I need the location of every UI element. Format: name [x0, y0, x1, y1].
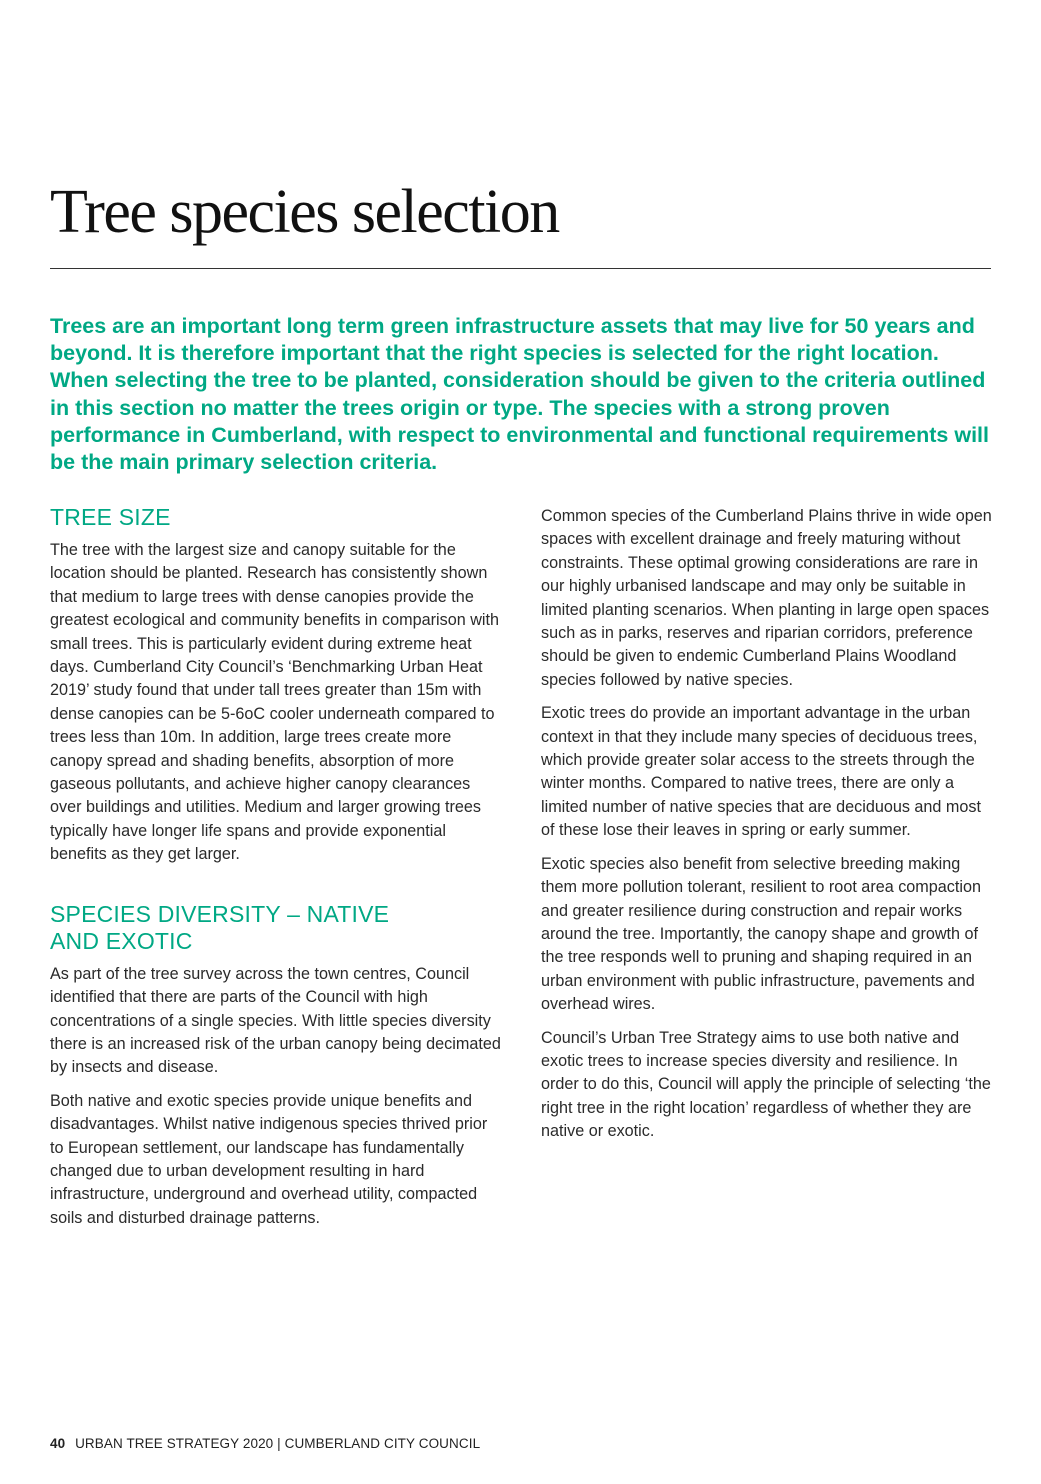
exotic-breeding-paragraph: Exotic species also benefit from selective breeding making them more pollution tolerant, resilient to root area compaction and greater resilience during construction and repair works around the tree. Importantly, the canopy shape and growth of the tree responds well to pruning and shaping required in an urban environment with public infrastructure, pavements and overhead wires. [541, 854, 981, 1014]
tree-size-paragraph: The tree with the largest size and canopy suitable for the location should be planted. Research has consistently shown that medium to large trees with dense canopies provide the greatest ecological and community benefits in comparison with small trees. This is particularly evident during extreme heat days. Cumberland City Council’s ‘Benchmarking Urban Heat 2019’ study found that under tall trees greater than 15m with dense canopies can be 5-6oC cooler underneath compared to trees less than 10m. In addition, large trees create more canopy spread and shading benefits, absorption of more gaseous pollutants, and achieve higher canopy clearances over buildings and utilities. Medium and larger growing trees typically have longer life spans and provide exponential benefits as they get larger. [50, 541, 499, 864]
species-diversity-heading [50, 901, 505, 955]
exotic-trees-paragraph: Exotic trees do provide an important advantage in the urban context in that they include many species of deciduous trees, which provide greater solar access to the streets through the winter months. Compared to native trees, there are only a limited number of native species that are deciduous and most of these lose their leaves in spring or early summer. [541, 704, 982, 840]
strategy-paragraph: Council’s Urban Tree Strategy aims to use both native and exotic trees to increase species diversity and resilience. In order to do this, Council will apply the principle of selecting ‘the right tree in the right location’ regardless of whether they are native or exotic. [541, 1028, 991, 1141]
cumberland-plains-paragraph: Common species of the Cumberland Plains thrive in wide open spaces with excellent drainage and freely maturing without constraints. These optimal growing considerations are rare in our highly urbanised landscape and may only be suitable in limited planting scenarios. When planting in large open spaces such as in parks, reserves and riparian corridors, preference should be given to endemic Cumberland Plains Woodland species followed by native species. [541, 507, 992, 689]
left-column [50, 504, 505, 1240]
species-diversity-heading-line2: AND EXOTIC [50, 927, 193, 954]
tree-size-heading: TREE SIZE [50, 504, 171, 530]
species-diversity-paragraph-1: As part of the tree survey across the town centres, Council identified that there are parts of the Council with high concentrations of a single species. With little species diversity there is an increased risk of the urban canopy being decimated by insects and disease. [50, 964, 501, 1077]
species-diversity-heading-line1: SPECIES DIVERSITY – NATIVE [50, 900, 390, 927]
intro-paragraph: Trees are an important long term green infrastructure assets that may live for 50 years and beyond. It is therefore important that the right species is selected for the right location. When selecting the tree to be planted, consideration should be given to the criteria outlined in this section no matter the trees origin or type. The species with a strong proven performance in Cumberland, with respect to environmental and functional requirements will be the main primary selection criteria. [50, 314, 989, 475]
page-footer [50, 1436, 480, 1451]
right-column [541, 505, 996, 1154]
species-diversity-paragraph-2: Both native and exotic species provide unique benefits and disadvantages. Whilst native indigenous species thrived prior to European settlement, our landscape has fundamentally changed due to urban development resulting in hard infrastructure, underground and overhead utility, compacted soils and disturbed drainage patterns. [50, 1091, 488, 1227]
page-number: 40 [50, 1436, 66, 1451]
footer-text: URBAN TREE STRATEGY 2020 | CUMBERLAND CITY COUNCIL [75, 1436, 481, 1451]
page-title: Tree species selection [50, 178, 559, 246]
title-divider [50, 268, 991, 269]
